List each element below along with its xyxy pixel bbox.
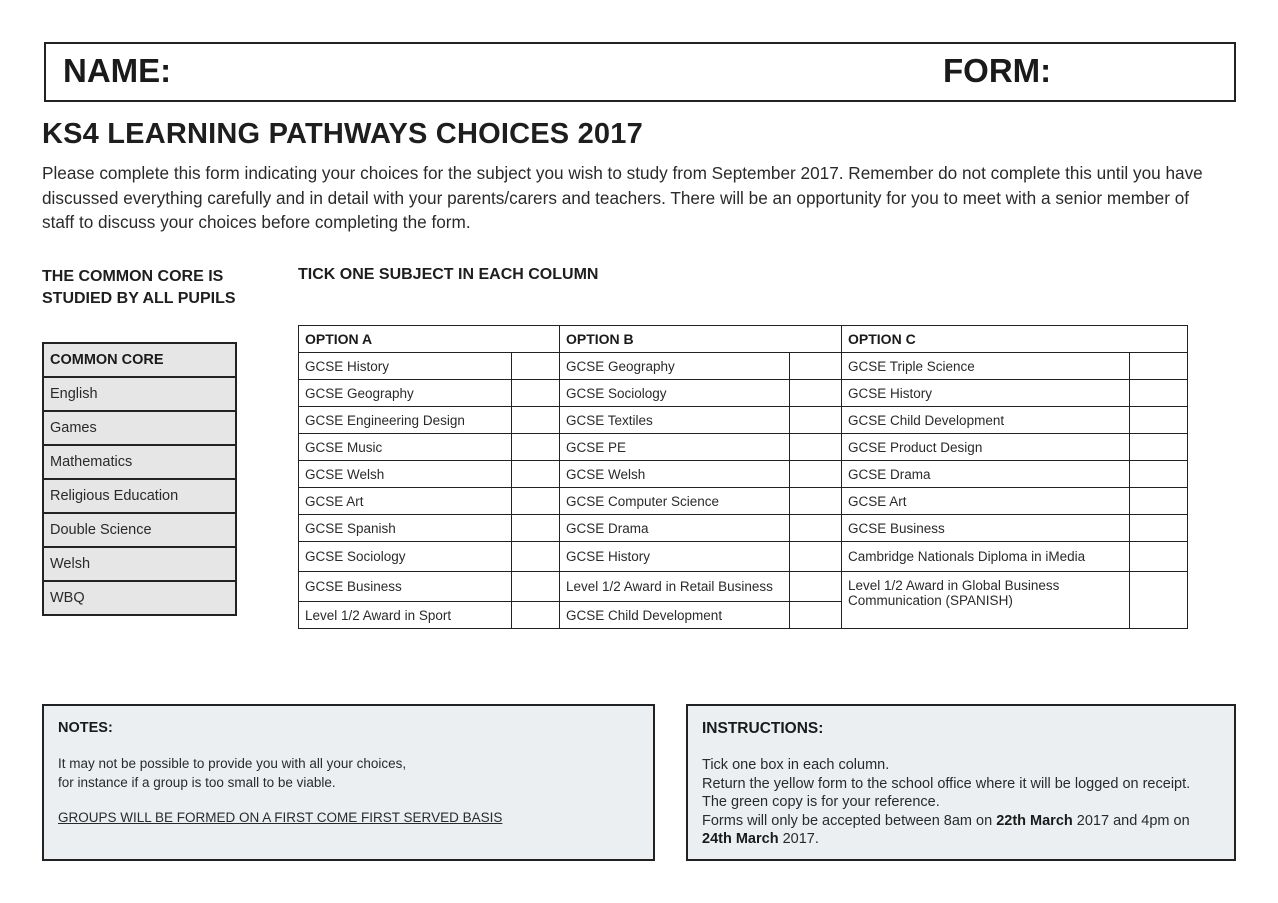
table-row	[299, 488, 1188, 515]
option-a-tick-box[interactable]	[512, 407, 560, 434]
core-subject: Welsh	[43, 547, 236, 581]
option-b-subject: GCSE PE	[560, 434, 790, 461]
option-c-subject: GCSE Drama	[842, 461, 1130, 488]
instruction-line: The green copy is for your reference.	[702, 794, 940, 810]
instruction-line: Return the yellow form to the school office where it will be logged on receipt.	[702, 775, 1191, 792]
option-b-header: OPTION B	[560, 326, 842, 353]
option-b-subject: GCSE Drama	[560, 515, 790, 542]
table-row	[299, 461, 1188, 488]
instruction-line-dates	[702, 830, 1220, 849]
option-b-tick-box[interactable]	[790, 488, 842, 515]
notes-line: It may not be possible to provide you with all your choices,	[58, 756, 407, 771]
option-a-subject: GCSE Music	[299, 434, 512, 461]
option-c-subject: Level 1/2 Award in Global Business Communication (SPANISH)	[842, 572, 1130, 629]
option-c-subject: GCSE Art	[842, 488, 1130, 515]
table-row	[299, 515, 1188, 542]
option-b-tick-box[interactable]	[790, 380, 842, 407]
option-c-tick-box[interactable]	[1130, 488, 1188, 515]
dates-text: 2017 and 4pm on	[1072, 812, 1190, 829]
option-a-tick-box[interactable]	[512, 515, 560, 542]
instructions-title: INSTRUCTIONS:	[702, 720, 824, 737]
option-a-subject: GCSE Spanish	[299, 515, 512, 542]
form-label: FORM:	[943, 52, 1052, 89]
option-c-tick-box[interactable]	[1130, 434, 1188, 461]
option-a-tick-box[interactable]	[512, 380, 560, 407]
core-subject: English	[43, 377, 236, 411]
tick-instruction-heading: TICK ONE SUBJECT IN EACH COLUMN	[298, 266, 599, 283]
instruction-line: Tick one box in each column.	[702, 757, 890, 773]
option-c-subject: GCSE History	[842, 380, 1130, 407]
end-date: 24th March	[702, 831, 779, 847]
option-a-tick-box[interactable]	[512, 542, 560, 572]
option-b-tick-box[interactable]	[790, 602, 842, 629]
dates-text: 2017.	[778, 831, 819, 847]
option-a-tick-box[interactable]	[512, 434, 560, 461]
common-core-table	[42, 342, 237, 616]
option-a-subject: GCSE Art	[299, 488, 512, 515]
option-c-subject: GCSE Product Design	[842, 434, 1130, 461]
notes-box	[42, 704, 655, 861]
table-row	[299, 542, 1188, 572]
option-a-subject: GCSE Welsh	[299, 461, 512, 488]
option-b-tick-box[interactable]	[790, 407, 842, 434]
option-b-tick-box[interactable]	[790, 353, 842, 380]
option-b-subject: Level 1/2 Award in Retail Business	[560, 572, 790, 602]
option-c-subject: GCSE Triple Science	[842, 353, 1130, 380]
intro-text: Please complete this form indicating your choices for the subject you wish to study from September 2017. Remember do not complete this until you have discussed everything carefully and in detail with your parents/carers and teachers. There will be an opportunity for you to meet with a senior member of staff to discuss your choices before completing the form.	[42, 163, 1203, 232]
option-a-subject: GCSE Business	[299, 572, 512, 602]
core-subject: Games	[43, 411, 236, 445]
table-row	[299, 407, 1188, 434]
groups-notice: GROUPS WILL BE FORMED ON A FIRST COME FIRST SERVED BASIS	[58, 810, 503, 825]
option-c-subject: GCSE Business	[842, 515, 1130, 542]
option-a-tick-box[interactable]	[512, 461, 560, 488]
option-b-tick-box[interactable]	[790, 572, 842, 602]
name-label: NAME:	[63, 52, 172, 89]
option-b-subject: GCSE Geography	[560, 353, 790, 380]
option-a-tick-box[interactable]	[512, 602, 560, 629]
option-a-tick-box[interactable]	[512, 353, 560, 380]
option-a-subject: Level 1/2 Award in Sport	[299, 602, 512, 629]
core-subject: Religious Education	[43, 479, 236, 513]
instructions-box	[686, 704, 1236, 861]
start-date: 22th March	[996, 812, 1073, 829]
option-c-subject: Cambridge Nationals Diploma in iMedia	[842, 542, 1130, 572]
option-c-tick-box[interactable]	[1130, 572, 1188, 629]
option-a-tick-box[interactable]	[512, 488, 560, 515]
core-subject: WBQ	[43, 581, 236, 615]
page-title: KS4 LEARNING PATHWAYS CHOICES 2017	[42, 118, 643, 150]
option-a-header: OPTION A	[299, 326, 560, 353]
common-core-heading: THE COMMON CORE IS STUDIED BY ALL PUPILS	[42, 268, 236, 307]
option-b-tick-box[interactable]	[790, 515, 842, 542]
option-b-subject: GCSE Computer Science	[560, 488, 790, 515]
core-subject: Double Science	[43, 513, 236, 547]
option-c-tick-box[interactable]	[1130, 380, 1188, 407]
table-row	[299, 572, 1188, 602]
option-b-tick-box[interactable]	[790, 461, 842, 488]
option-b-subject: GCSE Child Development	[560, 602, 790, 629]
option-b-tick-box[interactable]	[790, 434, 842, 461]
core-subject: Mathematics	[43, 445, 236, 479]
table-row	[299, 434, 1188, 461]
option-c-header: OPTION C	[842, 326, 1188, 353]
option-a-subject: GCSE Engineering Design	[299, 407, 512, 434]
option-c-tick-box[interactable]	[1130, 461, 1188, 488]
option-c-tick-box[interactable]	[1130, 542, 1188, 572]
option-b-subject: GCSE Textiles	[560, 407, 790, 434]
option-a-tick-box[interactable]	[512, 572, 560, 602]
common-core-header: COMMON CORE	[43, 343, 236, 377]
table-row	[299, 380, 1188, 407]
notes-title: NOTES:	[58, 720, 113, 736]
option-c-subject: GCSE Child Development	[842, 407, 1130, 434]
notes-line: for instance if a group is too small to be viable.	[58, 775, 336, 790]
instruction-line-dates	[702, 812, 1220, 831]
table-row	[299, 353, 1188, 380]
option-c-tick-box[interactable]	[1130, 515, 1188, 542]
options-table	[298, 325, 1188, 629]
option-c-tick-box[interactable]	[1130, 407, 1188, 434]
option-b-subject: GCSE Welsh	[560, 461, 790, 488]
option-a-subject: GCSE History	[299, 353, 512, 380]
option-c-tick-box[interactable]	[1130, 353, 1188, 380]
option-a-subject: GCSE Geography	[299, 380, 512, 407]
name-form-box	[44, 42, 1236, 102]
dates-text: Forms will only be accepted between 8am on	[702, 812, 997, 829]
option-b-subject: GCSE History	[560, 542, 790, 572]
option-a-subject: GCSE Sociology	[299, 542, 512, 572]
option-b-tick-box[interactable]	[790, 542, 842, 572]
option-b-subject: GCSE Sociology	[560, 380, 790, 407]
